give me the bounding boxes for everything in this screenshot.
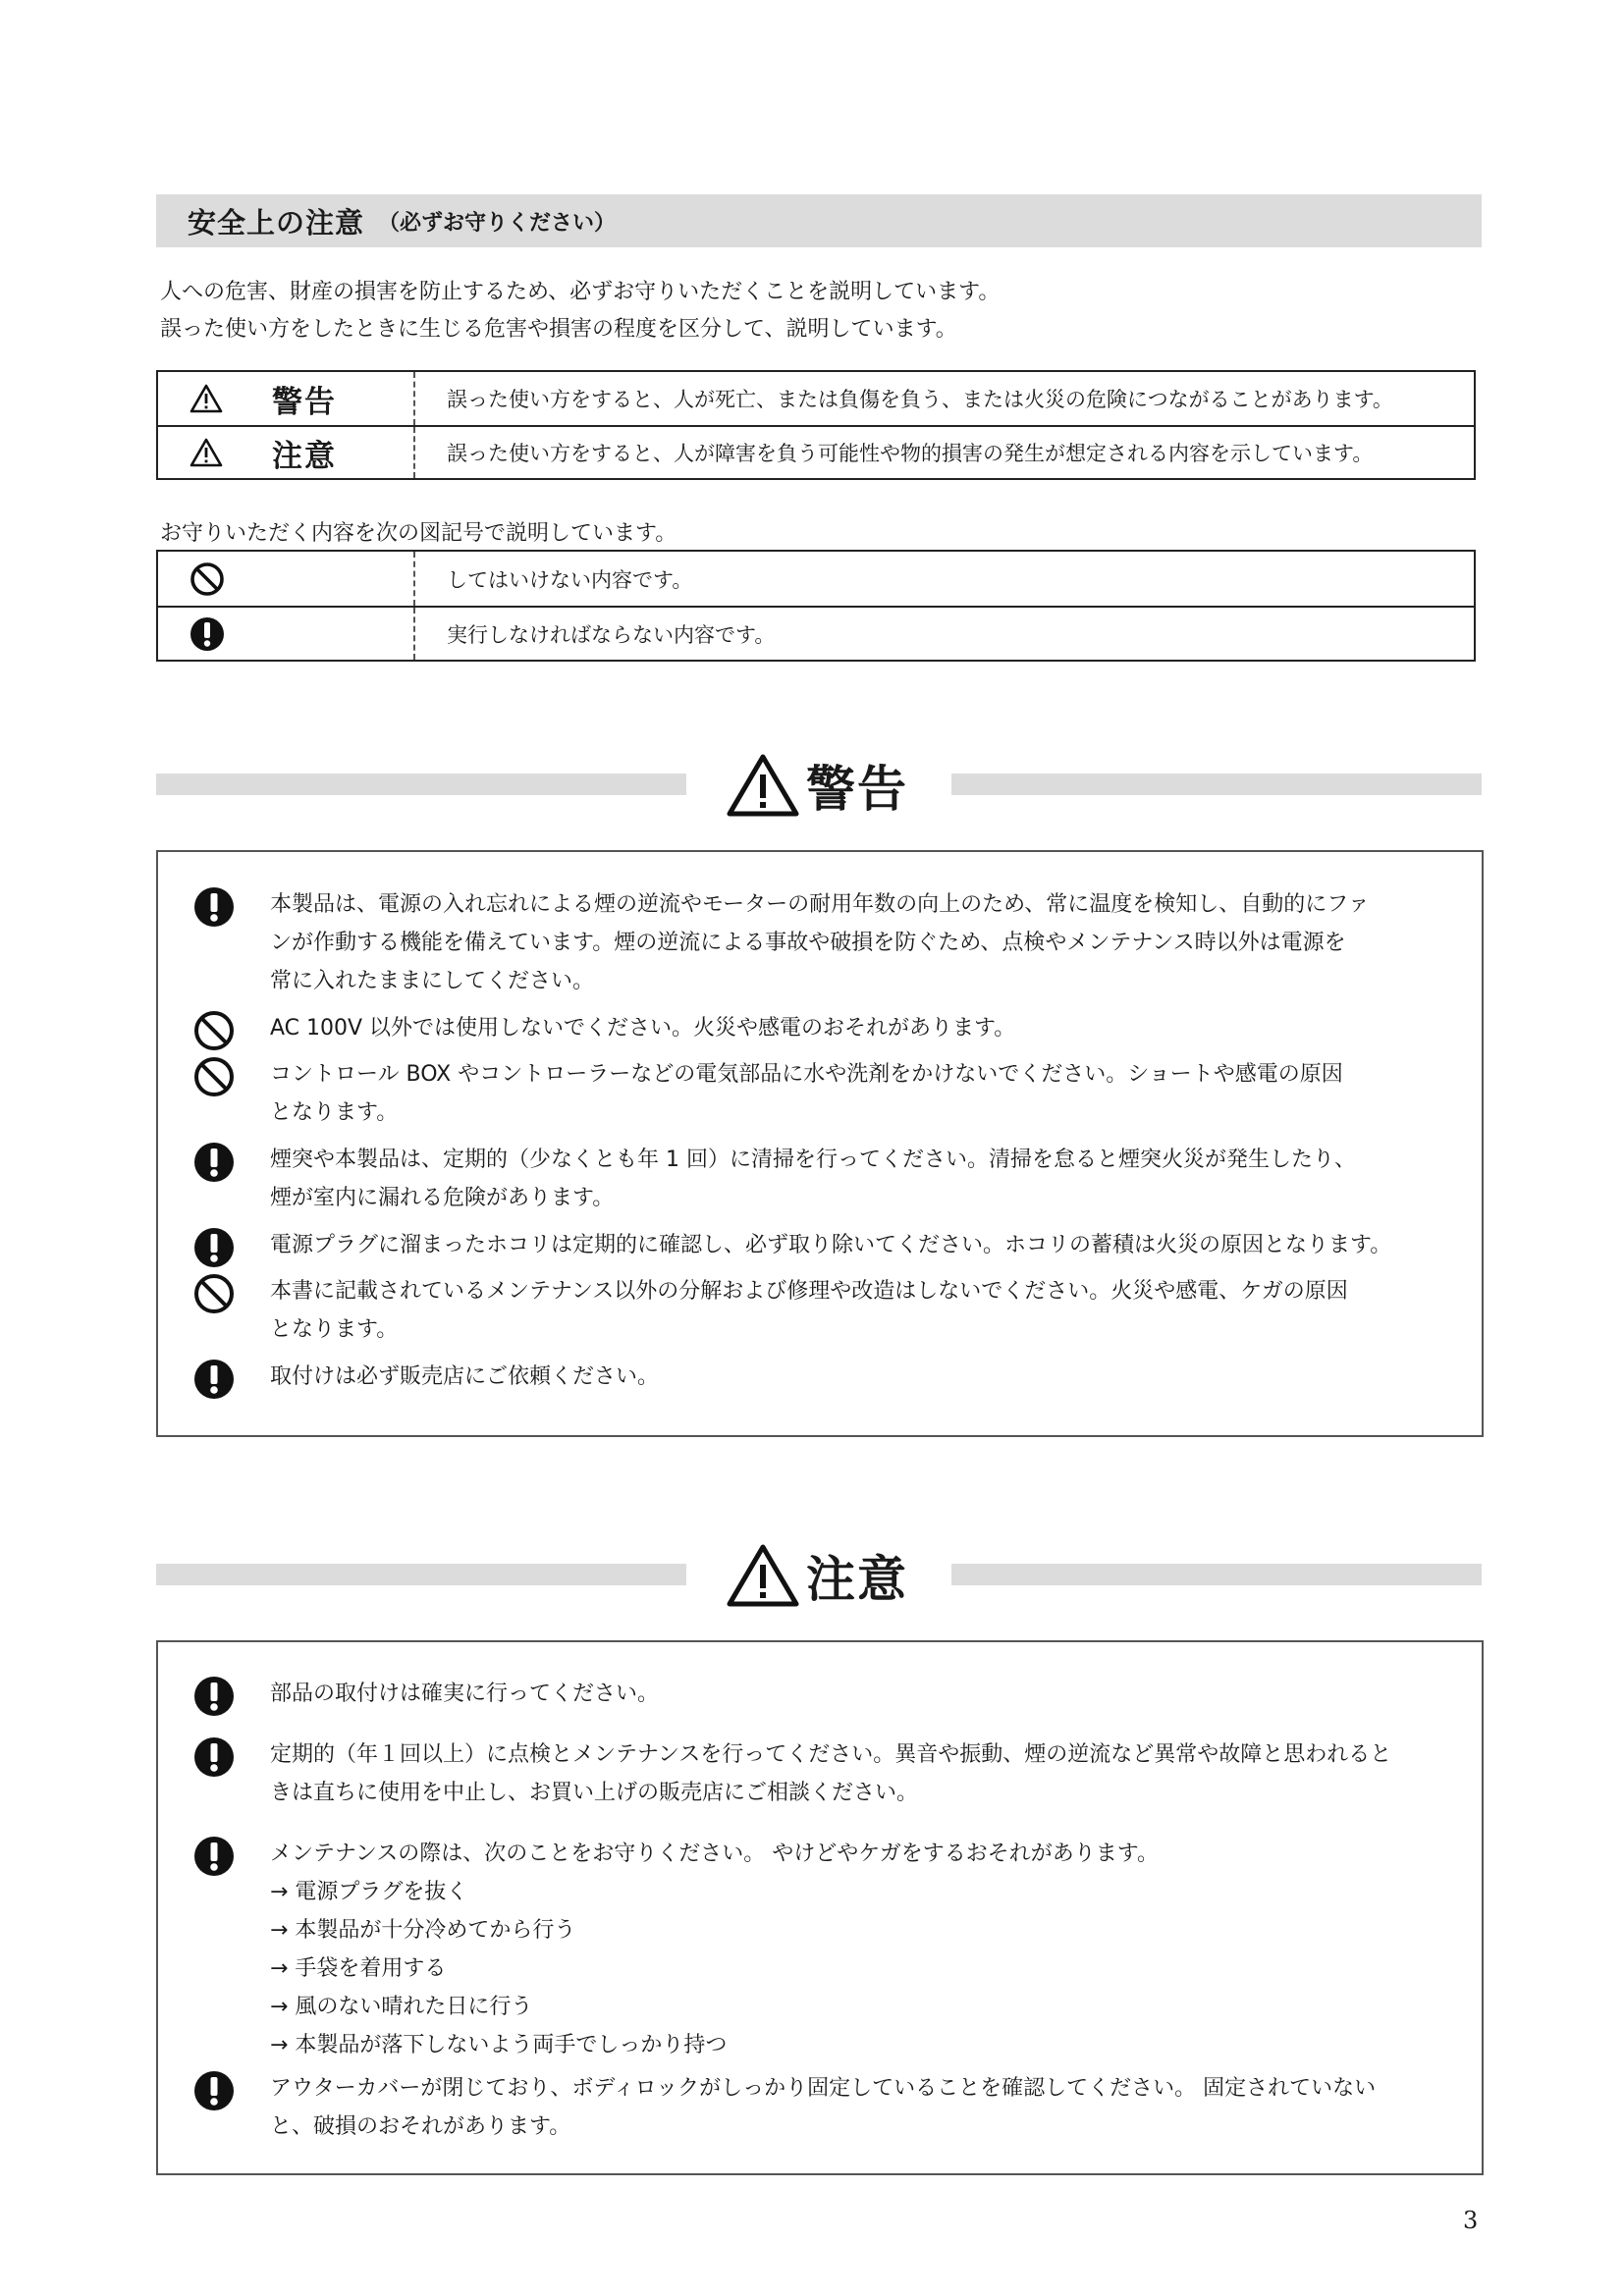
severity-label-cell: [158, 372, 415, 425]
page-number: 3: [1463, 2207, 1479, 2234]
warning-item-text: [270, 1226, 1468, 1269]
severity-label: 注意: [272, 438, 337, 474]
caution-item-text: [270, 1835, 1468, 2064]
warning-heading-label: 警告: [806, 761, 908, 818]
warning-item-text: [270, 1009, 1468, 1052]
text-line: → 本製品が十分冷めてから行う: [270, 1918, 576, 1943]
text-line: → 本製品が落下しないよう両手でしっかり持つ: [270, 2033, 728, 2057]
caution-item: [192, 1835, 1468, 2064]
warning-item-text: [270, 1141, 1468, 1217]
intro-line-1: 人への危害、財産の損害を防止するため、必ずお守りいただくことを説明しています。: [160, 280, 1001, 304]
mandatory-icon: [192, 1735, 236, 1779]
mandatory-icon: [192, 885, 236, 929]
warning-triangle-icon: [189, 438, 223, 467]
severity-label: 警告: [272, 384, 337, 420]
prohibited-icon: [189, 561, 225, 597]
warning-item: [192, 1009, 1468, 1052]
prohibited-icon: [192, 1272, 236, 1315]
prohibited-icon: [192, 1009, 236, 1052]
text-line: ンが作動する機能を備えています。煙の逆流による事故や破損を防ぐため、点検やメンテナンス時以外は電源を: [270, 931, 1346, 955]
caution-heading: [156, 1536, 1482, 1615]
caution-item: [192, 1675, 1468, 1718]
text-line: → 電源プラグを抜く: [270, 1880, 468, 1904]
text-line: 定期的（年１回以上）に点検とメンテナンスを行ってください。異音や振動、煙の逆流など異常や故障と思われると: [270, 1742, 1392, 1767]
text-line: となります。: [270, 1100, 399, 1125]
text-line: となります。: [270, 1317, 399, 1342]
caution-item: [192, 1735, 1468, 1812]
mandatory-icon: [189, 616, 225, 652]
caution-item: [192, 2069, 1468, 2146]
caution-box: [156, 1640, 1484, 2175]
symbol-lead-text: お守りいただく内容を次の図記号で説明しています。: [160, 521, 677, 546]
section-subtitle: （必ずお守りください）: [378, 210, 617, 236]
text-line: と、破損のおそれがあります。: [270, 2114, 571, 2139]
mandatory-icon: [192, 2069, 236, 2112]
warning-triangle-icon: [189, 384, 223, 413]
text-line: メンテナンスの際は、次のことをお守りください。 やけどやケガをするおそれがあります。: [270, 1842, 1160, 1866]
severity-table: [156, 370, 1476, 480]
warning-item-text: [270, 1055, 1468, 1132]
section-title: 安全上の注意: [188, 205, 365, 240]
warning-item-text: [270, 1358, 1468, 1401]
heading-rule-left: [156, 1564, 686, 1585]
prohibited-icon: [192, 1055, 236, 1098]
warning-item: [192, 1272, 1468, 1349]
symbol-cell: [158, 552, 415, 606]
text-line: 常に入れたままにしてください。: [270, 969, 595, 993]
text-line: 本書に記載されているメンテナンス以外の分解および修理や改造はしないでください。火災や感電、ケガの原因: [270, 1279, 1348, 1304]
text-line: → 風のない晴れた日に行う: [270, 1995, 533, 2019]
text-line: 電源プラグに溜まったホコリは定期的に確認し、必ず取り除いてください。ホコリの蓄積は火災の原因となります。: [270, 1233, 1392, 1257]
severity-description: 誤った使い方をすると、人が死亡、または負傷を負う、または火災の危険につながることがあります。: [447, 388, 1393, 411]
severity-row-warning: [158, 372, 1474, 425]
warning-triangle-icon: [726, 753, 800, 818]
warning-item: [192, 885, 1468, 1000]
caution-item-text: [270, 2069, 1468, 2146]
warning-box: [156, 850, 1484, 1437]
warning-triangle-icon: [726, 1543, 800, 1608]
mandatory-icon: [192, 1358, 236, 1401]
section-header: [156, 194, 1482, 247]
text-line: 煙突や本製品は、定期的（少なくとも年 1 回）に清掃を行ってください。清掃を怠ると煙突火災が発生したり、: [270, 1148, 1356, 1172]
symbol-row-mandatory: [158, 606, 1474, 660]
text-line: コントロール BOX やコントローラーなどの電気部品に水や洗剤をかけないでください。ショートや感電の原因: [270, 1062, 1343, 1087]
text-line: AC 100V 以外では使用しないでください。火災や感電のおそれがあります。: [270, 1016, 1016, 1041]
mandatory-icon: [192, 1226, 236, 1269]
warning-item-text: [270, 1272, 1468, 1349]
warning-item-text: [270, 885, 1468, 1000]
text-line: アウターカバーが閉じており、ボディロックがしっかり固定していることを確認してください。 固定されていない: [270, 2076, 1377, 2101]
symbol-table: [156, 550, 1476, 662]
warning-item: [192, 1055, 1468, 1132]
caution-item-text: [270, 1735, 1468, 1812]
text-line: 本製品は、電源の入れ忘れによる煙の逆流やモーターの耐用年数の向上のため、常に温度を検知し、自動的にファ: [270, 892, 1370, 917]
caution-heading-title: [726, 1536, 908, 1615]
text-line: 部品の取付けは確実に行ってください。: [270, 1682, 660, 1706]
symbol-cell: [158, 608, 415, 660]
symbol-row-prohibited: [158, 552, 1474, 606]
warning-item: [192, 1141, 1468, 1217]
severity-row-caution: [158, 425, 1474, 478]
intro-line-2: 誤った使い方をしたときに生じる危害や損害の程度を区分して、説明しています。: [160, 317, 957, 342]
symbol-description: してはいけない内容です。: [447, 567, 693, 592]
severity-description: 誤った使い方をすると、人が障害を負う可能性や物的損害の発生が想定される内容を示しています。: [447, 442, 1374, 465]
text-line: きは直ちに使用を中止し、お買い上げの販売店にご相談ください。: [270, 1781, 919, 1805]
mandatory-icon: [192, 1141, 236, 1184]
heading-rule-left: [156, 774, 686, 795]
warning-item: [192, 1358, 1468, 1401]
heading-rule-right: [951, 774, 1482, 795]
mandatory-icon: [192, 1675, 236, 1718]
warning-heading-title: [726, 746, 908, 825]
text-line: → 手袋を着用する: [270, 1956, 447, 1981]
caution-item-text: [270, 1675, 1468, 1718]
mandatory-icon: [192, 1835, 236, 1878]
warning-item: [192, 1226, 1468, 1269]
caution-heading-label: 注意: [806, 1551, 908, 1608]
warning-heading: [156, 746, 1482, 825]
text-line: 取付けは必ず販売店にご依頼ください。: [270, 1364, 660, 1389]
heading-rule-right: [951, 1564, 1482, 1585]
text-line: 煙が室内に漏れる危険があります。: [270, 1186, 615, 1210]
severity-label-cell: [158, 427, 415, 478]
symbol-description: 実行しなければならない内容です。: [447, 622, 776, 647]
